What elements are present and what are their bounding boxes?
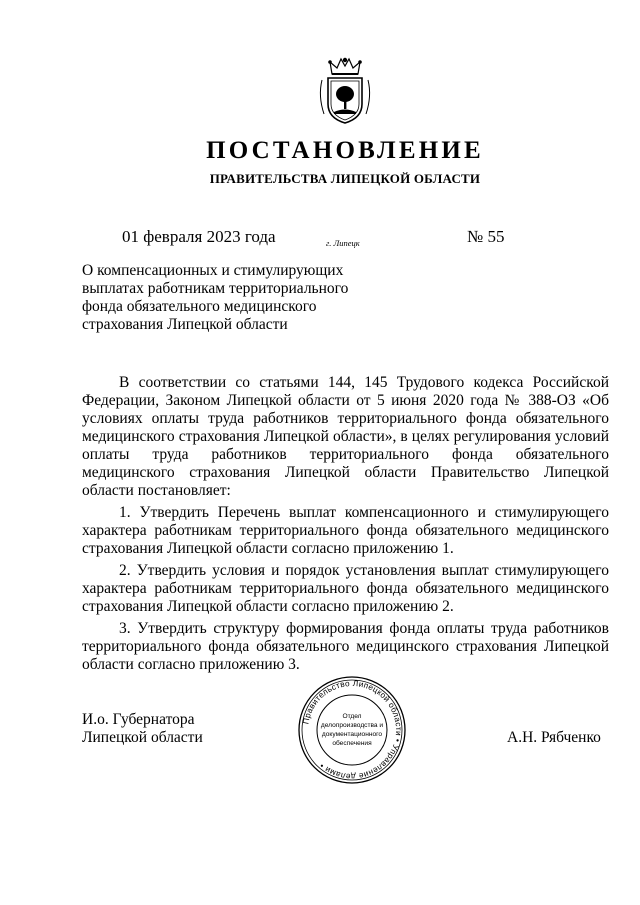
stamp-inner-line: документационного <box>321 731 383 738</box>
subject-line: фонда обязательного медицинского <box>82 298 317 315</box>
document-title: ПОСТАНОВЛЕНИЕ <box>206 137 484 164</box>
document-number: № 55 <box>467 227 505 246</box>
document-date: 01 февраля 2023 года <box>122 227 276 246</box>
signatory-name: А.Н. Рябченко <box>507 729 601 746</box>
document-subject <box>82 262 382 334</box>
item-paragraph: 1. Утвердить Перечень выплат компенсационного и стимулирующего характера работникам территориального фонда обязательного медицинского страхования Липецкой области согласно приложению 1. <box>82 504 609 557</box>
signatory-role <box>82 711 203 747</box>
coat-of-arms-icon <box>316 56 374 126</box>
item-paragraph: 3. Утвердить структуру формирования фонда оплаты труда работников территориального фонда обязательного медицинского страхования Липецкой области согласно приложению 3. <box>82 620 609 673</box>
subject-line: О компенсационных и стимулирующих <box>82 262 344 279</box>
subject-line: страхования Липецкой области <box>82 316 288 333</box>
document-city: г. Липецк <box>326 238 360 248</box>
item-paragraph: 2. Утвердить условия и порядок установления выплат стимулирующего характера работникам территориального фонда обязательного медицинского страхования Липецкой области согласно приложению 2. <box>82 562 609 615</box>
stamp-outer-text: Правительство Липецкой области • Управление делами • <box>301 678 404 782</box>
document-body <box>82 374 609 678</box>
preamble-paragraph: В соответствии со статьями 144, 145 Трудового кодекса Российской Федерации, Законом Липецкой области от 5 июня 2020 года № 388-ОЗ «Об условиях оплаты труда работников территориального фонда обязательного медицинского страхования Липецкой области», в целях регулирования условий оплаты труда работников территориального фонда обязательного медицинского страхования Липецкой области Правительство Липецкой области постановляет: <box>82 374 609 499</box>
stamp-inner-line: Отдел <box>342 713 362 720</box>
stamp-inner-line: обеспечения <box>332 740 372 747</box>
office-stamp <box>296 674 408 786</box>
signatory-role-line: И.о. Губернатора <box>82 711 195 728</box>
signatory-role-line: Липецкой области <box>82 729 203 746</box>
stamp-inner-line: делопроизводства и <box>320 722 384 729</box>
subject-line: выплатах работникам территориального <box>82 280 349 297</box>
document-subtitle: ПРАВИТЕЛЬСТВА ЛИПЕЦКОЙ ОБЛАСТИ <box>209 171 481 186</box>
